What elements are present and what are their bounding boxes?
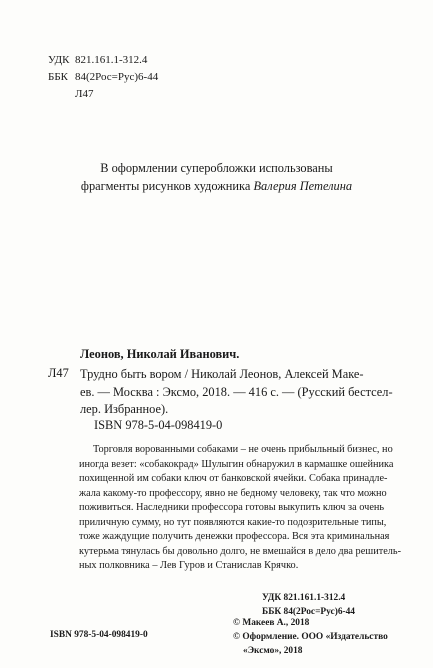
isbn-bottom: ISBN 978-5-04-098419-0 bbox=[50, 630, 148, 640]
cover-credit-line2 bbox=[0, 177, 433, 195]
author-heading: Леонов, Николай Иванович. bbox=[80, 347, 240, 361]
annotation-line: приличную сумму, но тут появляются какие-то подозрительные типы, bbox=[79, 516, 387, 528]
bbk-value: 84(2Рос=Рус)6-44 bbox=[75, 71, 159, 83]
description-line: Трудно быть вором / Николай Леонов, Алексей Маке- bbox=[80, 367, 364, 381]
copyright-line: «Эксмо», 2018 bbox=[243, 646, 303, 656]
bbk-key: ББК bbox=[48, 71, 68, 83]
cover-credit-line1: В оформлении суперобложки использованы bbox=[100, 161, 333, 175]
description-line: лер. Избранное). bbox=[80, 402, 169, 416]
classification-bottom bbox=[262, 591, 355, 619]
annotation-line: кутерьма тянулась бы довольно долго, не вмешайся в дело два решитель- bbox=[79, 545, 402, 557]
classification-top bbox=[48, 52, 158, 103]
artist-name: Валерия Петелина bbox=[253, 179, 353, 193]
author-mark-top: Л47 bbox=[75, 88, 94, 100]
bbk-bottom: ББК 84(2Рос=Рус)6-44 bbox=[262, 607, 355, 617]
bibliographic-description bbox=[80, 366, 393, 419]
cover-credit-prefix: фрагменты рисунков художника bbox=[80, 179, 254, 193]
udk-value: 821.161.1-312.4 bbox=[75, 54, 148, 66]
annotation-line: ных полковника – Лев Гуров и Станислав Крячко. bbox=[79, 560, 299, 571]
udk-bottom: УДК 821.161.1-312.4 bbox=[262, 593, 346, 603]
annotation-line: тоже жаждущие получить денежки профессора. Вся эта криминальная bbox=[79, 531, 390, 542]
annotation-line: поживиться. Наследники профессора готовы выкупить ключ за очень bbox=[79, 502, 385, 513]
author-mark-row bbox=[48, 86, 158, 103]
udk-key: УДК bbox=[48, 54, 70, 66]
annotation bbox=[79, 443, 402, 574]
copyright-block bbox=[233, 616, 388, 658]
bbk-row bbox=[48, 69, 158, 86]
description-line: ев. — Москва : Эксмо, 2018. — 416 с. — (Русский бестсел- bbox=[80, 384, 393, 399]
annotation-line: похищенной им собаки ключ от банковской ячейки. Собака принадле- bbox=[79, 473, 388, 484]
copyright-line: © Макеев А., 2018 bbox=[233, 618, 310, 628]
udk-row bbox=[48, 52, 158, 69]
annotation-line: иногда везет: «собакокрад» Шулыгин обнаружил в кармашке ошейника bbox=[79, 458, 394, 470]
cover-credit bbox=[0, 159, 433, 195]
annotation-line: жала какому-то профессору, явно не бедному человеку, так что можно bbox=[79, 487, 387, 499]
author-mark: Л47 bbox=[48, 366, 69, 380]
annotation-line: Торговля ворованными собаками – не очень прибыльный бизнес, но bbox=[93, 444, 393, 455]
isbn: ISBN 978-5-04-098419-0 bbox=[94, 418, 223, 432]
copyright-line: © Оформление. ООО «Издательство bbox=[233, 632, 388, 642]
